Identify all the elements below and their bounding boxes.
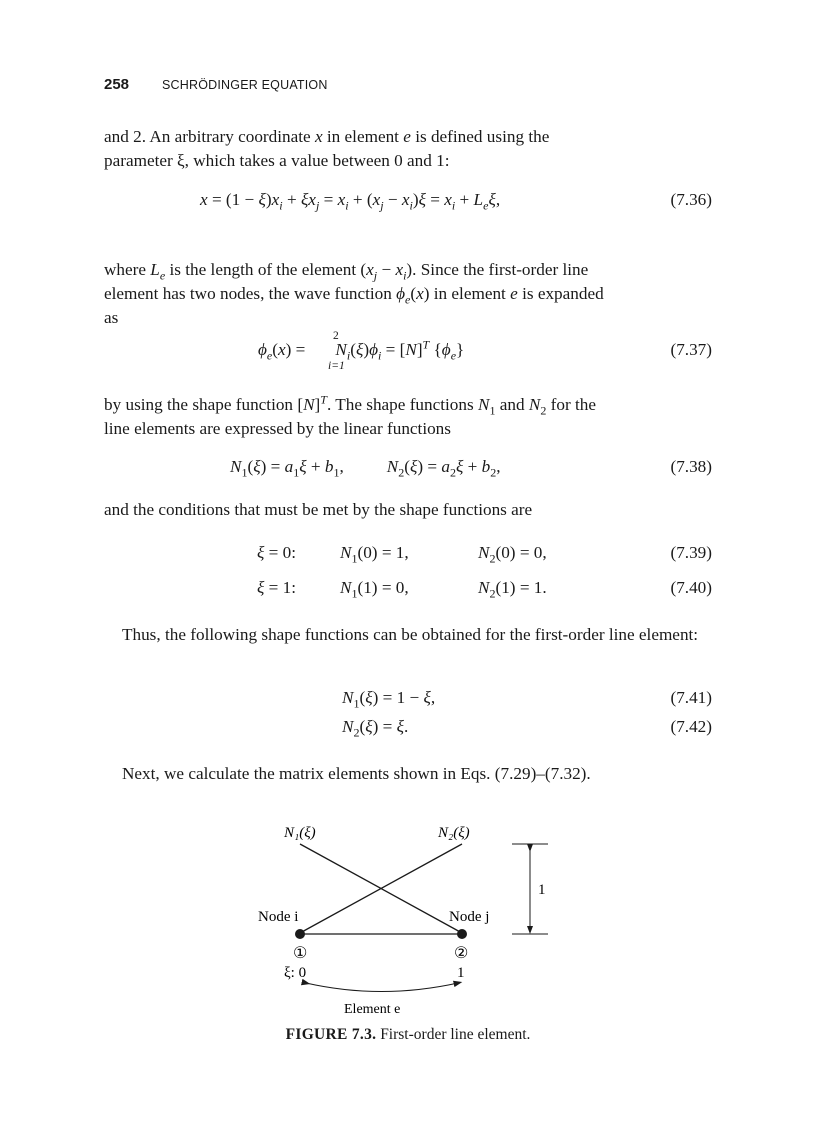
label-node-j: Node j — [449, 909, 490, 925]
equation-number-7-38: (7.38) — [670, 457, 712, 476]
node-j-dot — [457, 929, 467, 939]
equation-number-7-39: (7.39) — [670, 543, 712, 562]
equation-7-39-condition: ξ = 0: — [257, 543, 297, 562]
paragraph-conditions: and the conditions that must be met by the shape functions are — [104, 500, 533, 519]
equation-7-36: $x = (1 - \xi)x_i + \xi x_j = x_i + (x_j - x_i)\xi = x_i + L_e\xi$, — [200, 190, 501, 213]
paragraph-thus: Thus, the following shape functions can be obtained for the first-order line element: — [122, 625, 699, 644]
paragraph-shape-functions: by using the shape function $[N]^T$. The shape functions $N_1$ and $N_2$ for the line elements are expressed by the linear functions — [104, 392, 596, 438]
paragraph-wave-function: where $L_e$ is the length of the element $(x_j - x_i)$. Since the first-order line element has two nodes, the wave function $\phi_e(x)$ in element e is expanded as — [104, 260, 604, 327]
node-i-dot — [295, 929, 305, 939]
node-1-marker: ① — [293, 945, 308, 962]
xi-label: ξ: 0 — [284, 965, 307, 981]
label-node-i: Node i — [258, 909, 299, 925]
equation-number-7-36: (7.36) — [670, 190, 712, 209]
element-arc — [306, 983, 458, 992]
equation-number-7-40: (7.40) — [670, 578, 712, 597]
equation-7-37: $\phi_e(x)$ = $N_i(\xi)\phi_i = [N]^T$ $\{\phi_e\}$ — [258, 337, 465, 363]
equation-number-7-37: (7.37) — [670, 340, 712, 359]
xi-end-label: 1 — [457, 965, 465, 981]
equation-7-40-n2: $N_2(1) = 1$. — [478, 578, 547, 601]
element-label: Element e — [344, 1002, 401, 1017]
equation-7-40-n1: $N_1(1) = 0$, — [340, 578, 409, 601]
page-number: 258 — [104, 76, 130, 93]
equation-number-7-41: (7.41) — [670, 688, 712, 707]
equation-7-39-n2: $N_2(0) = 0$, — [478, 543, 547, 566]
caption-label: FIGURE 7.3. — [285, 1026, 377, 1043]
running-title: SCHRÖDINGER EQUATION — [162, 78, 328, 92]
label-n2: N₂(ξ) — [438, 825, 470, 841]
paragraph-next: Next, we calculate the matrix elements shown in Eqs. (7.29)–(7.32). — [122, 764, 591, 783]
equation-7-41: $N_1(\xi) = 1 - \xi$, — [342, 688, 436, 711]
sum-upper-limit: 2 — [333, 330, 339, 342]
sum-lower-limit: i=1 — [328, 360, 345, 372]
equation-7-39-n1: $N_1(0) = 1$, — [340, 543, 409, 566]
equation-7-38: $N_1(\xi) = a_1\xi + b_1$, $N_2(\xi) = a_2\xi + b_2$, — [230, 457, 501, 480]
equation-number-7-42: (7.42) — [670, 717, 712, 736]
figure-caption — [0, 1026, 816, 1044]
caption-text: First-order line element. — [380, 1026, 531, 1043]
node-2-marker: ② — [454, 945, 469, 962]
equation-7-42: $N_2(\xi) = \xi$. — [342, 717, 409, 740]
label-n1: N₁(ξ) — [284, 825, 316, 841]
height-label: 1 — [538, 882, 546, 898]
paragraph-intro: and 2. An arbitrary coordinate x in element e is defined using the parameter ξ, which takes a value between 0 and 1: — [104, 127, 550, 170]
equation-7-40-condition: ξ = 1: — [257, 578, 297, 597]
